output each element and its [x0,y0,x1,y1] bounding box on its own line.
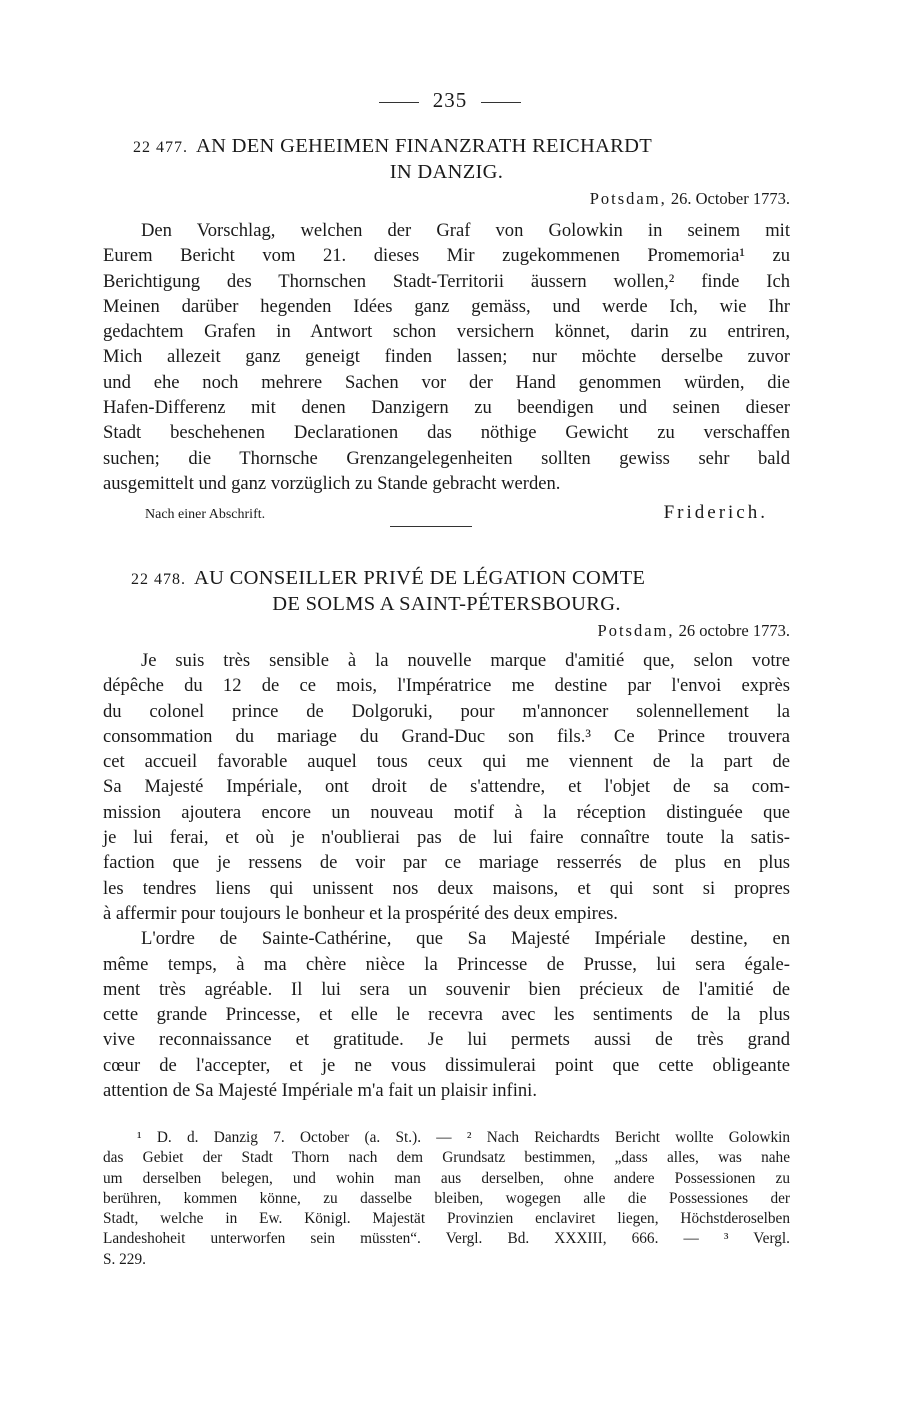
text-line: cette grande Princesse, et elle le recevra avec les sentiments de la plus [103,1004,790,1026]
letter-title-line2: IN DANZIG. [389,161,504,183]
page-number-value: 235 [432,88,468,112]
letter-number: 22 477. [133,139,188,156]
letter-place: Potsdam, [589,189,667,208]
letter-body [103,218,790,496]
text-line: dépêche du 12 de ce mois, l'Impératrice me destine par l'envoi exprès [103,675,790,697]
text-line: du colonel prince de Dolgoruki, pour m'annoncer solennellement la [103,700,790,722]
text-line: faction que je ressens de voir par ce mariage resserrés de plus en plus [103,852,790,874]
text-line: cœur de l'accepter, et je ne vous dissimulerai point que cette obligeante [103,1054,790,1076]
paragraph-1 [103,648,790,926]
letter-title-line1: AN DEN GEHEIMEN FINANZRATH REICHARDT [196,135,653,157]
text-line: les tendres liens qui unissent nos deux maisons, et qui sont si propres [103,877,790,899]
footnote-line: S. 229. [103,1250,146,1268]
text-line: Den Vorschlag, welchen der Graf von Golowkin in seinem mit [141,220,790,241]
text-line: Hafen-Differenz mit denen Danzigern zu beendigen und seinen dieser [103,397,790,419]
source-note: Nach einer Abschrift. [145,507,266,523]
letter-title-line2: DE SOLMS A SAINT-PÉTERSBOURG. [272,593,621,615]
text-line: ausgemittelt und ganz vorzüglich zu Stande gebracht werden. [103,472,561,494]
letter-22477 [103,134,790,524]
letter-22478 [103,566,790,1103]
footnote-line: das Gebiet der Stadt Thorn nach dem Grundsatz bestimmen, „dass alles, was nahe [103,1149,790,1167]
text-line: à affermir pour toujours le bonheur et la prospérité des deux empires. [103,902,618,924]
page-number-dash-left [379,102,419,103]
page-number [0,88,900,113]
section-divider [390,526,472,527]
paragraph-2 [103,926,790,1103]
letter-dateline [103,188,790,210]
letter-date: 26 octobre 1773. [678,621,790,640]
text-line: suchen; die Thornsche Grenzangelegenheiten sollten gewiss sehr bald [103,447,790,469]
text-line: L'ordre de Sainte-Cathérine, que Sa Majesté Impériale destine, en [141,928,790,950]
signature: Friderich. [663,502,768,524]
letter-dateline [103,620,790,642]
footnote-line: Stadt, welche in Ew. Königl. Majestät Provinzien enclaviret liegen, Höchstderoselben [103,1210,790,1228]
text-line: même temps, à ma chère nièce la Princesse de Prusse, lui sera égale- [103,953,790,975]
letter-place: Potsdam, [597,621,675,640]
footnote-line: ¹ D. d. Danzig 7. October (a. St.). — ² Nach Reichardts Bericht wollte Golowkin [137,1129,790,1146]
text-line: mission ajoutera encore un nouveau motif à la réception distinguée que [103,801,790,823]
letter-heading [103,134,790,160]
text-line: gedachtem Grafen in Antwort schon versichern könnet, darin zu entriren, [103,321,790,343]
text-line: je lui ferai, et où je n'oublierai pas de lui faire connaître toute la satis- [103,827,790,849]
letter-body [103,648,790,1103]
page-number-dash-right [481,102,521,103]
text-line: consommation du mariage du Grand-Duc son fils.³ Ce Prince trouvera [103,725,790,747]
letter-date: 26. October 1773. [670,189,790,208]
letter-closing [103,502,790,524]
text-line: Mich allezeit ganz geneigt finden lassen; nur möchte derselbe zuvor [103,346,790,368]
text-line: ment très agréable. Il lui sera un souvenir bien précieux de l'amitié de [103,978,790,1000]
letter-title-line1: AU CONSEILLER PRIVÉ DE LÉGATION COMTE [194,567,646,589]
text-line: vive reconnaissance et gratitude. Je lui permets aussi de très grand [103,1029,790,1051]
text-line: Je suis très sensible à la nouvelle marque d'amitié que, selon votre [141,650,790,671]
text-line: cet accueil favorable auquel tous ceux qui me viennent de la part de [103,751,790,773]
text-line: Meinen darüber hegenden Idées ganz gemäss, und werde Ich, wie Ihr [103,295,790,317]
footnote-line: Landeshoheit unterworfen sein müssten“. Vergl. Bd. XXXIII, 666. — ³ Vergl. [103,1230,790,1248]
text-line: und ehe noch mehrere Sachen vor der Hand genommen würden, die [103,371,790,393]
text-line: Stadt beschehenen Declarationen das nöthige Gewicht zu verschaffen [103,422,790,444]
text-line: Sa Majesté Impériale, ont droit de s'attendre, et l'objet de sa com- [103,776,790,798]
letter-heading [103,566,790,592]
text-line: attention de Sa Majesté Impériale m'a fait un plaisir infini. [103,1080,537,1102]
text-line: Berichtigung des Thornschen Stadt-Territorii äussern wollen,² finde Ich [103,270,790,292]
footnotes [103,1128,790,1270]
text-line: Eurem Bericht vom 21. dieses Mir zugekommenen Promemoria¹ zu [103,245,790,267]
footnote-line: um derselben belegen, und wohin man aus derselben, ohne andere Possessionen zu [103,1169,790,1187]
footnote-line: berühren, kommen könne, zu dasselbe bleiben, wogegen alle die Possessiones der [103,1189,790,1207]
letter-number: 22 478. [131,571,186,588]
